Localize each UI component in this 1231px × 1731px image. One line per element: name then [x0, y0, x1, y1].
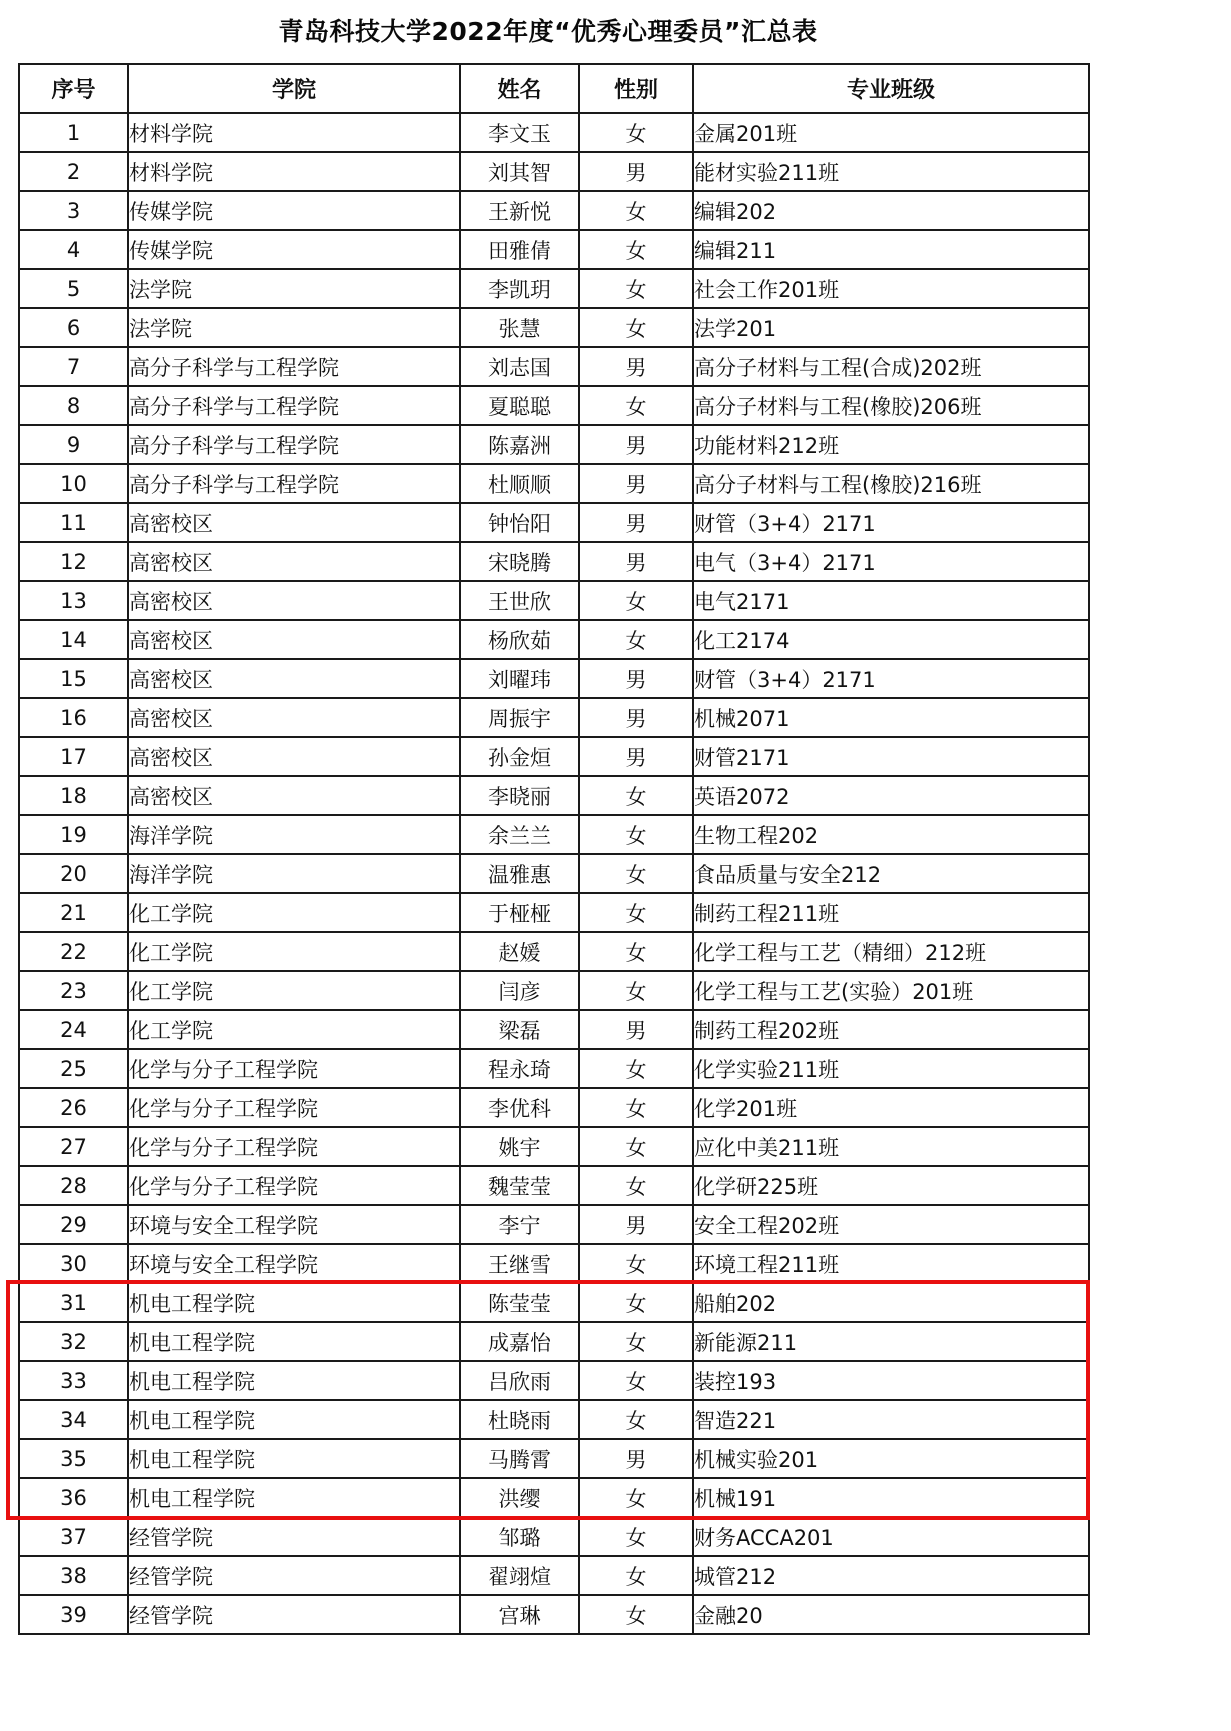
cell-class: 编辑202: [693, 191, 1089, 230]
table-row: [19, 464, 1089, 503]
cell-gender: 女: [579, 581, 693, 620]
cell-class: 财管2171: [693, 737, 1089, 776]
header-college: 学院: [128, 64, 460, 113]
cell-index: 2: [19, 152, 128, 191]
table-row: [19, 1361, 1089, 1400]
cell-index: 18: [19, 776, 128, 815]
cell-college: 机电工程学院: [128, 1478, 460, 1517]
cell-gender: 女: [579, 815, 693, 854]
cell-gender: 女: [579, 386, 693, 425]
cell-class: 高分子材料与工程(橡胶)206班: [693, 386, 1089, 425]
cell-college: 法学院: [128, 269, 460, 308]
table-row: [19, 1010, 1089, 1049]
cell-class: 船舶202: [693, 1283, 1089, 1322]
cell-index: 38: [19, 1556, 128, 1595]
cell-college: 环境与安全工程学院: [128, 1244, 460, 1283]
table-row: [19, 347, 1089, 386]
cell-class: 化学研225班: [693, 1166, 1089, 1205]
cell-index: 11: [19, 503, 128, 542]
cell-gender: 女: [579, 230, 693, 269]
table-row: [19, 1205, 1089, 1244]
cell-index: 26: [19, 1088, 128, 1127]
cell-gender: 女: [579, 308, 693, 347]
cell-name: 余兰兰: [460, 815, 579, 854]
cell-name: 姚宇: [460, 1127, 579, 1166]
cell-class: 安全工程202班: [693, 1205, 1089, 1244]
cell-index: 8: [19, 386, 128, 425]
summary-table: [18, 63, 1090, 1635]
cell-gender: 女: [579, 1127, 693, 1166]
cell-gender: 女: [579, 1088, 693, 1127]
cell-gender: 女: [579, 1556, 693, 1595]
cell-index: 12: [19, 542, 128, 581]
cell-index: 37: [19, 1517, 128, 1556]
cell-name: 赵媛: [460, 932, 579, 971]
header-name: 姓名: [460, 64, 579, 113]
cell-class: 机械191: [693, 1478, 1089, 1517]
cell-index: 29: [19, 1205, 128, 1244]
table-row: [19, 503, 1089, 542]
cell-name: 洪缨: [460, 1478, 579, 1517]
header-row: [19, 64, 1089, 113]
cell-gender: 男: [579, 152, 693, 191]
cell-gender: 女: [579, 113, 693, 152]
cell-gender: 女: [579, 1283, 693, 1322]
table-row: [19, 1283, 1089, 1322]
cell-college: 化学与分子工程学院: [128, 1088, 460, 1127]
cell-name: 成嘉怡: [460, 1322, 579, 1361]
table-header: [19, 64, 1089, 113]
cell-college: 高密校区: [128, 698, 460, 737]
cell-index: 15: [19, 659, 128, 698]
cell-gender: 男: [579, 1439, 693, 1478]
cell-index: 6: [19, 308, 128, 347]
cell-class: 高分子材料与工程(合成)202班: [693, 347, 1089, 386]
cell-college: 高密校区: [128, 659, 460, 698]
cell-gender: 女: [579, 776, 693, 815]
cell-class: 财管（3+4）2171: [693, 503, 1089, 542]
cell-index: 27: [19, 1127, 128, 1166]
cell-index: 13: [19, 581, 128, 620]
cell-class: 法学201: [693, 308, 1089, 347]
cell-name: 魏莹莹: [460, 1166, 579, 1205]
cell-class: 社会工作201班: [693, 269, 1089, 308]
cell-class: 英语2072: [693, 776, 1089, 815]
cell-gender: 女: [579, 1595, 693, 1634]
cell-class: 城管212: [693, 1556, 1089, 1595]
header-gender: 性别: [579, 64, 693, 113]
cell-name: 刘曜玮: [460, 659, 579, 698]
cell-gender: 男: [579, 698, 693, 737]
table-row: [19, 1478, 1089, 1517]
cell-college: 化学与分子工程学院: [128, 1049, 460, 1088]
table-row: [19, 152, 1089, 191]
cell-class: 编辑211: [693, 230, 1089, 269]
cell-name: 李优科: [460, 1088, 579, 1127]
cell-class: 化学201班: [693, 1088, 1089, 1127]
cell-gender: 女: [579, 1244, 693, 1283]
cell-index: 31: [19, 1283, 128, 1322]
cell-college: 法学院: [128, 308, 460, 347]
cell-class: 化学实验211班: [693, 1049, 1089, 1088]
table-row: [19, 854, 1089, 893]
table-row: [19, 230, 1089, 269]
cell-index: 22: [19, 932, 128, 971]
cell-name: 夏聪聪: [460, 386, 579, 425]
cell-name: 程永琦: [460, 1049, 579, 1088]
cell-name: 王继雪: [460, 1244, 579, 1283]
cell-college: 机电工程学院: [128, 1439, 460, 1478]
cell-college: 机电工程学院: [128, 1361, 460, 1400]
cell-gender: 女: [579, 1517, 693, 1556]
cell-class: 智造221: [693, 1400, 1089, 1439]
header-class: 专业班级: [693, 64, 1089, 113]
cell-college: 高密校区: [128, 503, 460, 542]
cell-college: 经管学院: [128, 1595, 460, 1634]
cell-college: 高密校区: [128, 620, 460, 659]
cell-class: 电气2171: [693, 581, 1089, 620]
cell-index: 19: [19, 815, 128, 854]
cell-college: 机电工程学院: [128, 1322, 460, 1361]
cell-index: 35: [19, 1439, 128, 1478]
cell-class: 功能材料212班: [693, 425, 1089, 464]
cell-gender: 男: [579, 737, 693, 776]
cell-index: 1: [19, 113, 128, 152]
cell-class: 装控193: [693, 1361, 1089, 1400]
cell-class: 化学工程与工艺(实验）201班: [693, 971, 1089, 1010]
cell-class: 生物工程202: [693, 815, 1089, 854]
cell-college: 化学与分子工程学院: [128, 1127, 460, 1166]
cell-gender: 男: [579, 503, 693, 542]
cell-index: 16: [19, 698, 128, 737]
cell-class: 能材实验211班: [693, 152, 1089, 191]
cell-index: 23: [19, 971, 128, 1010]
cell-college: 海洋学院: [128, 815, 460, 854]
cell-index: 32: [19, 1322, 128, 1361]
cell-college: 传媒学院: [128, 191, 460, 230]
table-row: [19, 737, 1089, 776]
cell-name: 宋晓腾: [460, 542, 579, 581]
table-row: [19, 698, 1089, 737]
cell-gender: 女: [579, 1322, 693, 1361]
cell-college: 高分子科学与工程学院: [128, 464, 460, 503]
cell-gender: 女: [579, 854, 693, 893]
table-row: [19, 893, 1089, 932]
table-row: [19, 1088, 1089, 1127]
table-row: [19, 932, 1089, 971]
cell-college: 化工学院: [128, 1010, 460, 1049]
cell-gender: 男: [579, 464, 693, 503]
cell-name: 马腾霄: [460, 1439, 579, 1478]
cell-class: 化工2174: [693, 620, 1089, 659]
header-index: 序号: [19, 64, 128, 113]
cell-college: 化工学院: [128, 893, 460, 932]
cell-gender: 男: [579, 542, 693, 581]
table-row: [19, 191, 1089, 230]
cell-name: 陈莹莹: [460, 1283, 579, 1322]
cell-name: 杜晓雨: [460, 1400, 579, 1439]
cell-college: 高密校区: [128, 737, 460, 776]
table-row: [19, 581, 1089, 620]
cell-gender: 女: [579, 1478, 693, 1517]
table-row: [19, 620, 1089, 659]
table-row: [19, 542, 1089, 581]
cell-college: 高密校区: [128, 581, 460, 620]
cell-college: 高密校区: [128, 776, 460, 815]
cell-college: 高密校区: [128, 542, 460, 581]
cell-college: 材料学院: [128, 113, 460, 152]
cell-college: 高分子科学与工程学院: [128, 347, 460, 386]
cell-name: 王新悦: [460, 191, 579, 230]
cell-gender: 男: [579, 1010, 693, 1049]
cell-college: 高分子科学与工程学院: [128, 386, 460, 425]
cell-gender: 男: [579, 659, 693, 698]
cell-class: 财务ACCA201: [693, 1517, 1089, 1556]
cell-name: 李宁: [460, 1205, 579, 1244]
table-row: [19, 1400, 1089, 1439]
cell-gender: 男: [579, 425, 693, 464]
cell-index: 21: [19, 893, 128, 932]
cell-class: 新能源211: [693, 1322, 1089, 1361]
cell-class: 电气（3+4）2171: [693, 542, 1089, 581]
table-row: [19, 776, 1089, 815]
cell-name: 温雅惠: [460, 854, 579, 893]
cell-college: 化工学院: [128, 971, 460, 1010]
cell-name: 翟翊煊: [460, 1556, 579, 1595]
table-row: [19, 308, 1089, 347]
page-title: 青岛科技大学2022年度“优秀心理委员”汇总表: [278, 17, 818, 46]
table-body: [19, 113, 1089, 1634]
table-row: [19, 1127, 1089, 1166]
cell-name: 邹璐: [460, 1517, 579, 1556]
cell-index: 28: [19, 1166, 128, 1205]
cell-name: 梁磊: [460, 1010, 579, 1049]
cell-name: 刘其智: [460, 152, 579, 191]
cell-college: 经管学院: [128, 1517, 460, 1556]
cell-class: 高分子材料与工程(橡胶)216班: [693, 464, 1089, 503]
cell-index: 33: [19, 1361, 128, 1400]
cell-name: 王世欣: [460, 581, 579, 620]
cell-index: 20: [19, 854, 128, 893]
cell-gender: 女: [579, 1400, 693, 1439]
cell-name: 李文玉: [460, 113, 579, 152]
cell-gender: 女: [579, 1166, 693, 1205]
cell-gender: 女: [579, 620, 693, 659]
table-row: [19, 659, 1089, 698]
table-row: [19, 971, 1089, 1010]
cell-index: 34: [19, 1400, 128, 1439]
cell-gender: 女: [579, 971, 693, 1010]
cell-name: 张慧: [460, 308, 579, 347]
cell-gender: 女: [579, 893, 693, 932]
table-row: [19, 1595, 1089, 1634]
cell-class: 金属201班: [693, 113, 1089, 152]
cell-college: 高分子科学与工程学院: [128, 425, 460, 464]
cell-index: 24: [19, 1010, 128, 1049]
cell-index: 14: [19, 620, 128, 659]
table-row: [19, 815, 1089, 854]
cell-index: 36: [19, 1478, 128, 1517]
cell-name: 刘志国: [460, 347, 579, 386]
cell-class: 食品质量与安全212: [693, 854, 1089, 893]
cell-index: 30: [19, 1244, 128, 1283]
cell-name: 李凯玥: [460, 269, 579, 308]
cell-gender: 女: [579, 1361, 693, 1400]
cell-college: 经管学院: [128, 1556, 460, 1595]
cell-index: 17: [19, 737, 128, 776]
cell-gender: 女: [579, 932, 693, 971]
cell-name: 钟怡阳: [460, 503, 579, 542]
cell-college: 化工学院: [128, 932, 460, 971]
cell-college: 海洋学院: [128, 854, 460, 893]
cell-class: 机械实验201: [693, 1439, 1089, 1478]
cell-name: 陈嘉洲: [460, 425, 579, 464]
cell-class: 金融20: [693, 1595, 1089, 1634]
cell-index: 7: [19, 347, 128, 386]
cell-class: 制药工程211班: [693, 893, 1089, 932]
cell-name: 杨欣茹: [460, 620, 579, 659]
cell-college: 机电工程学院: [128, 1283, 460, 1322]
cell-class: 应化中美211班: [693, 1127, 1089, 1166]
table-row: [19, 1439, 1089, 1478]
cell-index: 25: [19, 1049, 128, 1088]
cell-index: 9: [19, 425, 128, 464]
table-row: [19, 1517, 1089, 1556]
cell-name: 闫彦: [460, 971, 579, 1010]
cell-college: 环境与安全工程学院: [128, 1205, 460, 1244]
cell-index: 4: [19, 230, 128, 269]
table-row: [19, 386, 1089, 425]
cell-college: 传媒学院: [128, 230, 460, 269]
cell-index: 10: [19, 464, 128, 503]
cell-gender: 女: [579, 1049, 693, 1088]
cell-college: 机电工程学院: [128, 1400, 460, 1439]
cell-class: 财管（3+4）2171: [693, 659, 1089, 698]
cell-name: 吕欣雨: [460, 1361, 579, 1400]
cell-name: 孙金烜: [460, 737, 579, 776]
cell-name: 宫琳: [460, 1595, 579, 1634]
cell-index: 3: [19, 191, 128, 230]
table-row: [19, 1322, 1089, 1361]
cell-name: 周振宇: [460, 698, 579, 737]
cell-college: 化学与分子工程学院: [128, 1166, 460, 1205]
cell-college: 材料学院: [128, 152, 460, 191]
cell-class: 机械2071: [693, 698, 1089, 737]
table-row: [19, 1166, 1089, 1205]
cell-name: 田雅倩: [460, 230, 579, 269]
cell-gender: 女: [579, 191, 693, 230]
table-row: [19, 1556, 1089, 1595]
cell-class: 环境工程211班: [693, 1244, 1089, 1283]
table-row: [19, 1049, 1089, 1088]
cell-class: 制药工程202班: [693, 1010, 1089, 1049]
table-row: [19, 1244, 1089, 1283]
cell-index: 5: [19, 269, 128, 308]
cell-class: 化学工程与工艺（精细）212班: [693, 932, 1089, 971]
table-row: [19, 113, 1089, 152]
cell-gender: 男: [579, 347, 693, 386]
cell-name: 于桠桠: [460, 893, 579, 932]
cell-gender: 男: [579, 1205, 693, 1244]
cell-gender: 女: [579, 269, 693, 308]
table-row: [19, 425, 1089, 464]
cell-name: 杜顺顺: [460, 464, 579, 503]
cell-index: 39: [19, 1595, 128, 1634]
table-row: [19, 269, 1089, 308]
cell-name: 李晓丽: [460, 776, 579, 815]
